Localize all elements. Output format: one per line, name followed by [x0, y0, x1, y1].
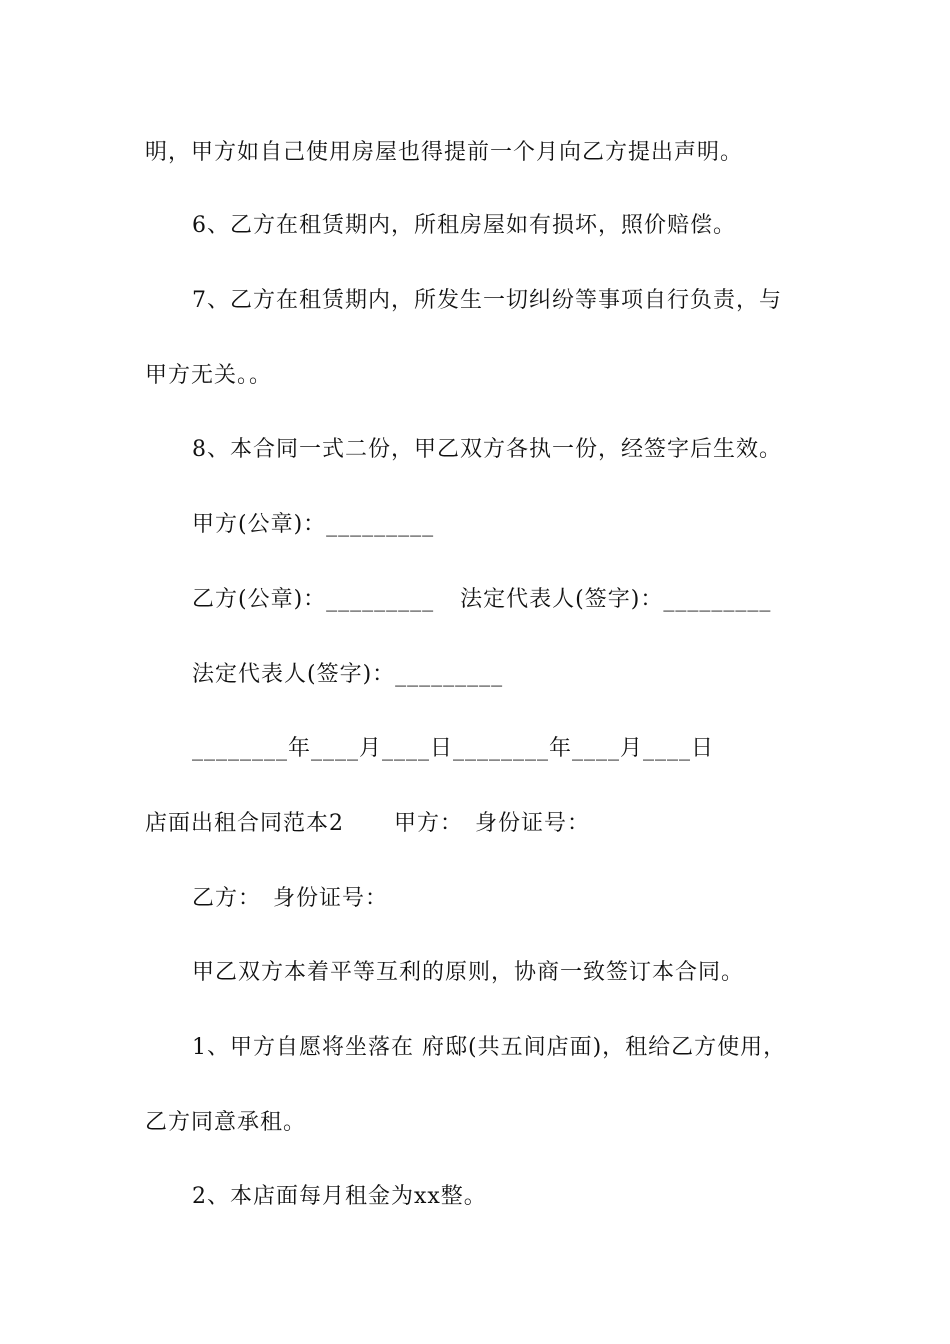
clause-1: 1、甲方自愿将坐落在 府邸(共五间店面)，租给乙方使用，: [192, 1035, 787, 1060]
party-b-id-label: 身份证号：: [273, 886, 389, 911]
clause-1-continued: 乙方同意承租。: [145, 1110, 307, 1135]
party-b-label: 乙方：: [192, 886, 262, 911]
party-b-seal: 乙方(公章)：_________: [192, 587, 435, 612]
clause-2: 2、本店面每月租金为xx整。: [192, 1184, 487, 1209]
party-a-label: 甲方：: [394, 811, 464, 836]
section-header-row: [145, 809, 590, 839]
section-title: 店面出租合同范本2: [145, 811, 344, 836]
party-b-row: [192, 884, 388, 914]
paragraph-line: 明，甲方如自己使用房屋也得提前一个月向乙方提出声明。: [145, 140, 744, 165]
date-line: ________年____月____日________年____月____日: [192, 736, 715, 761]
party-b-seal-row: [192, 585, 771, 615]
legal-representative-signature-2: 法定代表人(签字)：_________: [192, 662, 504, 687]
clause-7-continued: 甲方无关。。: [145, 363, 273, 388]
party-a-seal: 甲方(公章)：_________: [192, 512, 435, 537]
clause-8: 8、本合同一式二份，甲乙双方各执一份，经签字后生效。: [192, 437, 782, 462]
party-a-id-label: 身份证号：: [475, 811, 591, 836]
legal-representative-signature: 法定代表人(签字)：_________: [460, 587, 772, 612]
clause-7: 7、乙方在租赁期内，所发生一切纠纷等事项自行负责，与: [192, 288, 782, 313]
preamble: 甲乙双方本着平等互利的原则，协商一致签订本合同。: [192, 960, 745, 985]
clause-6: 6、乙方在租赁期内，所租房屋如有损坏，照价赔偿。: [192, 213, 736, 238]
